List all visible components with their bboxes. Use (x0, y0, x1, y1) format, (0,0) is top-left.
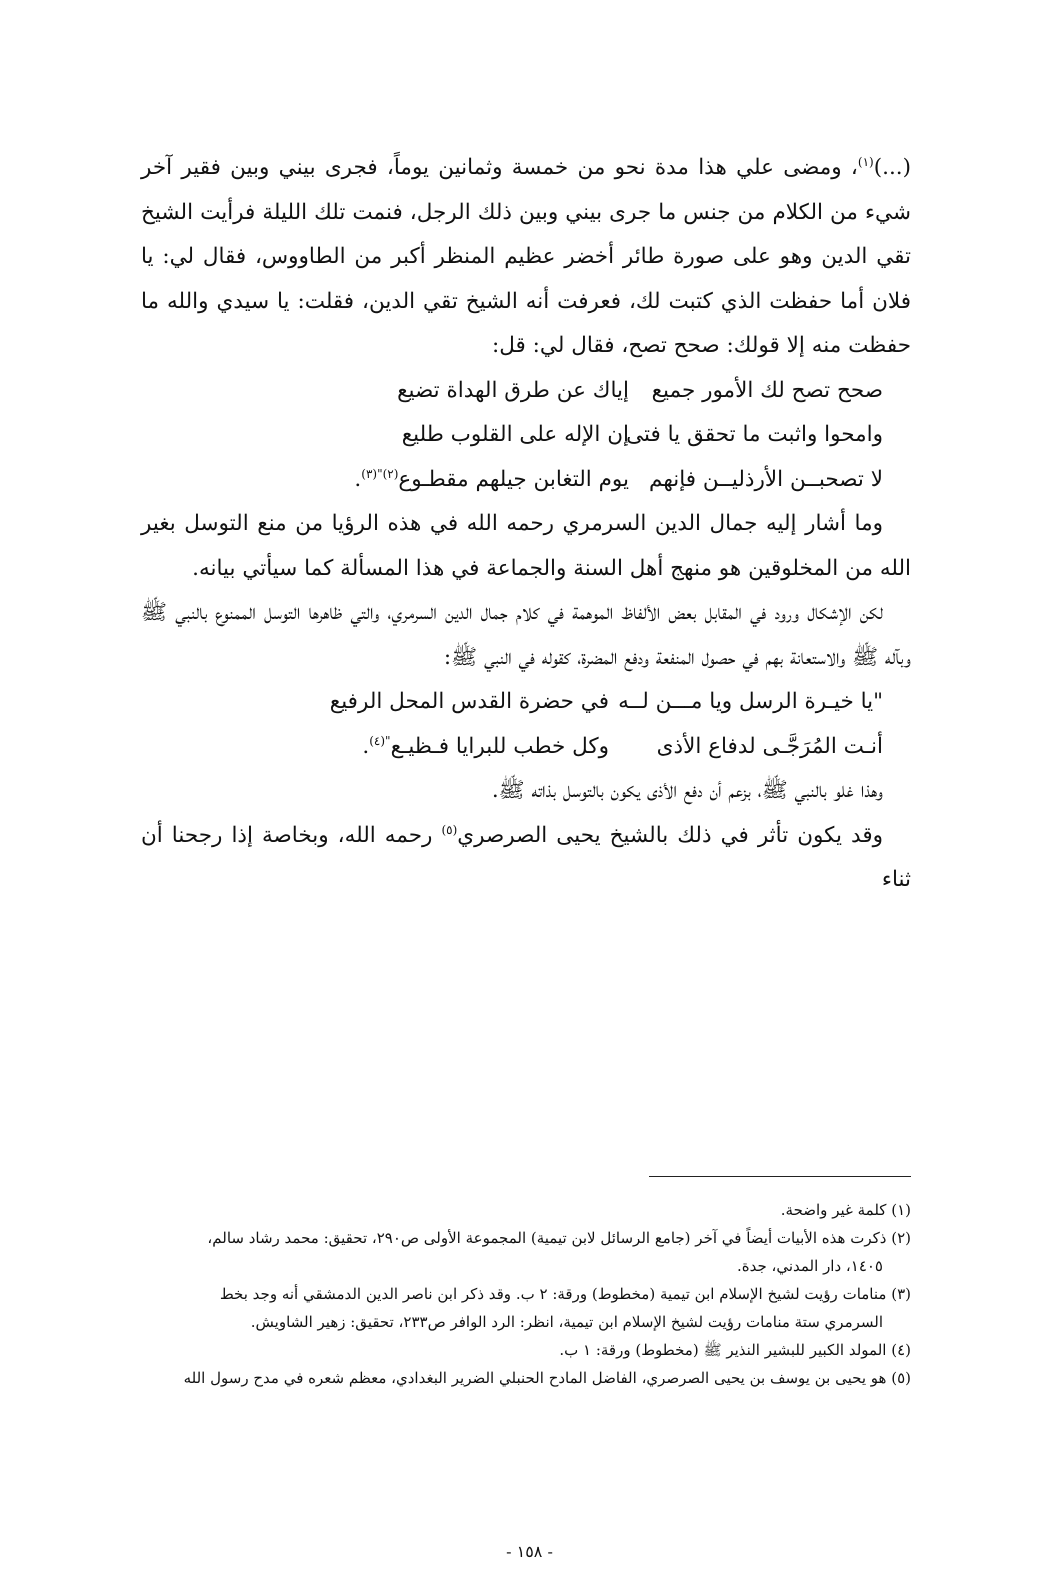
verse-5-hemistich-1: أنـت المُرَجَّـى لدفاع الأذى (656, 733, 883, 759)
verse-4-hemistich-1: "يا خيـرة الرسل ويا مـــن لــه (618, 689, 883, 714)
footnote-ref-2-3[interactable]: (٢)"(٣) (361, 466, 399, 481)
footnote-text: كلمة غير واضحة. (780, 1201, 887, 1219)
page-number: - ١٥٨ - (506, 1542, 553, 1561)
footnote-text: منامات رؤيت لشيخ الإسلام ابن تيمية (مخطوط) ورقة: ٢ ب. وقد ذكر ابن ناصر الدين الدمشقي أنه وجد بخط (219, 1285, 887, 1303)
paragraph-2: وما أشار إليه جمال الدين السرمري رحمه الله في هذه الرؤيا من منع التوسل بغير الله من المخلوقين هو منهج أهل السنة والجماعة في هذا المسألة كما سيأتي بيانه. (141, 511, 911, 581)
paragraph-5 (141, 814, 911, 903)
verse-3-hemistich-2 (354, 458, 643, 503)
verse-4-hemistich-2: في حضرة القدس المحل الرفيع (329, 689, 609, 714)
verse-3-text: يوم التغابن جيلهم مقطـوع (398, 466, 629, 492)
ellipsis-text: (...) (873, 155, 911, 180)
footnote-ref-5[interactable]: (٥) (441, 822, 458, 837)
footnote-ref-4[interactable]: "(٤) (369, 733, 391, 748)
footnote-2 (111, 1224, 911, 1280)
footnote-continuation: ١٤٠٥، دار المدني، جدة. (736, 1257, 883, 1275)
footnote-3 (111, 1280, 911, 1336)
verse-3-end: . (354, 466, 362, 492)
paragraph-1-text: ، ومضى علي هذا مدة نحو من خمسة وثمانين يوماً، فجرى بيني وبين فقير آخر شيء من الكلام من جنس ما جرى بيني وبين ذلك الرجل، فنمت تلك الليلة فرأيت الشيخ تقي الدين وهو على صورة طائر أخضر عظيم المنظر أكبر من الطاووس، فقال لي: يا فلان أما حفظت الذي كتبت لك، فعرفت أنه الشيخ تقي الدين، فقلت: يا سيدي والله ما حفظت منه إلا قولك: صحح تصح، فقال لي: قل: (141, 155, 911, 358)
paragraph-5-text-a: وقد يكون تأثر في ذلك بالشيخ يحيى الصرصري (457, 822, 883, 848)
footnote-continuation: السرمري ستة منامات رؤيت لشيخ الإسلام ابن تيمية، انظر: الرد الوافر ص٢٣٣، تحقيق: زهير الشاويش. (250, 1313, 883, 1331)
footnote-text: ذكرت هذه الأبيات أيضاً في آخر (جامع الرسائل لابن تيمية) المجموعة الأولى ص٢٩٠، تحقيق: محمد رشاد سالم، (207, 1229, 887, 1247)
verse-1-hemistich-1: صحح تصح لك الأمور جميع (651, 377, 883, 403)
footnote-text: المولد الكبير للبشير النذير ﷺ (مخطوط) ورقة: ١ ب. (559, 1341, 887, 1359)
verse-5-hemistich-2 (362, 725, 617, 770)
footnote-number: (٤) (891, 1341, 911, 1359)
verse-5-end: . (362, 733, 370, 759)
paragraph-5-text-b: رحمه الله، وبخاصة إذا رجحنا أن ثناء (141, 822, 911, 892)
verse-1-hemistich-2: إياك عن طرق الهداة تضيع (397, 377, 629, 403)
footnote-ref-1[interactable]: (١) (857, 154, 874, 169)
footnote-5 (111, 1364, 911, 1392)
main-text (141, 146, 911, 903)
verse-2 (141, 413, 911, 458)
verse-3 (141, 458, 911, 503)
paragraph-4: وهذا غلو بالنبي ﷺ، بزعم أن دفع الأذى يكون بالتوسل بذاته ﷺ. (491, 778, 883, 803)
verse-5-text: وكل خطب للبرايا فـظيـع (390, 733, 609, 759)
verse-2-hemistich-2: إن الإله على القلوب طليع (401, 422, 629, 447)
footnote-4 (111, 1336, 911, 1364)
verse-3-hemistich-1: لا تصحبــن الأرذليــن فإنهم (649, 466, 883, 492)
footnote-1 (111, 1196, 911, 1224)
verse-5 (141, 725, 911, 770)
verse-1 (141, 369, 911, 414)
footnote-text: هو يحيى بن يوسف بن يحيى الصرصري، الفاضل المادح الحنبلي الضرير البغدادي، معظم شعره في مدح رسول الله (183, 1369, 887, 1387)
paragraph-3: لكن الإشكال ورود في المقابل بعض الألفاظ الموهمة في كلام جمال الدين السرمري، والتي ظاهرها التوسل الممنوع بالنبي ﷺ وبآله ﷺ والاستعانة بهم في حصول المنفعة ودفع المضرة، كقوله في النبي ﷺ: (141, 600, 911, 670)
footnote-number: (٥) (891, 1369, 911, 1387)
footnote-number: (١) (891, 1201, 911, 1219)
verse-2-hemistich-1: وامحوا واثبت ما تحقق يا فتى (626, 422, 883, 447)
footnote-number: (٢) (891, 1229, 911, 1247)
paragraph-1 (141, 146, 911, 369)
verse-4 (141, 680, 911, 725)
footnote-divider (649, 1176, 911, 1177)
footnote-number: (٣) (891, 1285, 911, 1303)
footnotes (111, 1196, 911, 1392)
